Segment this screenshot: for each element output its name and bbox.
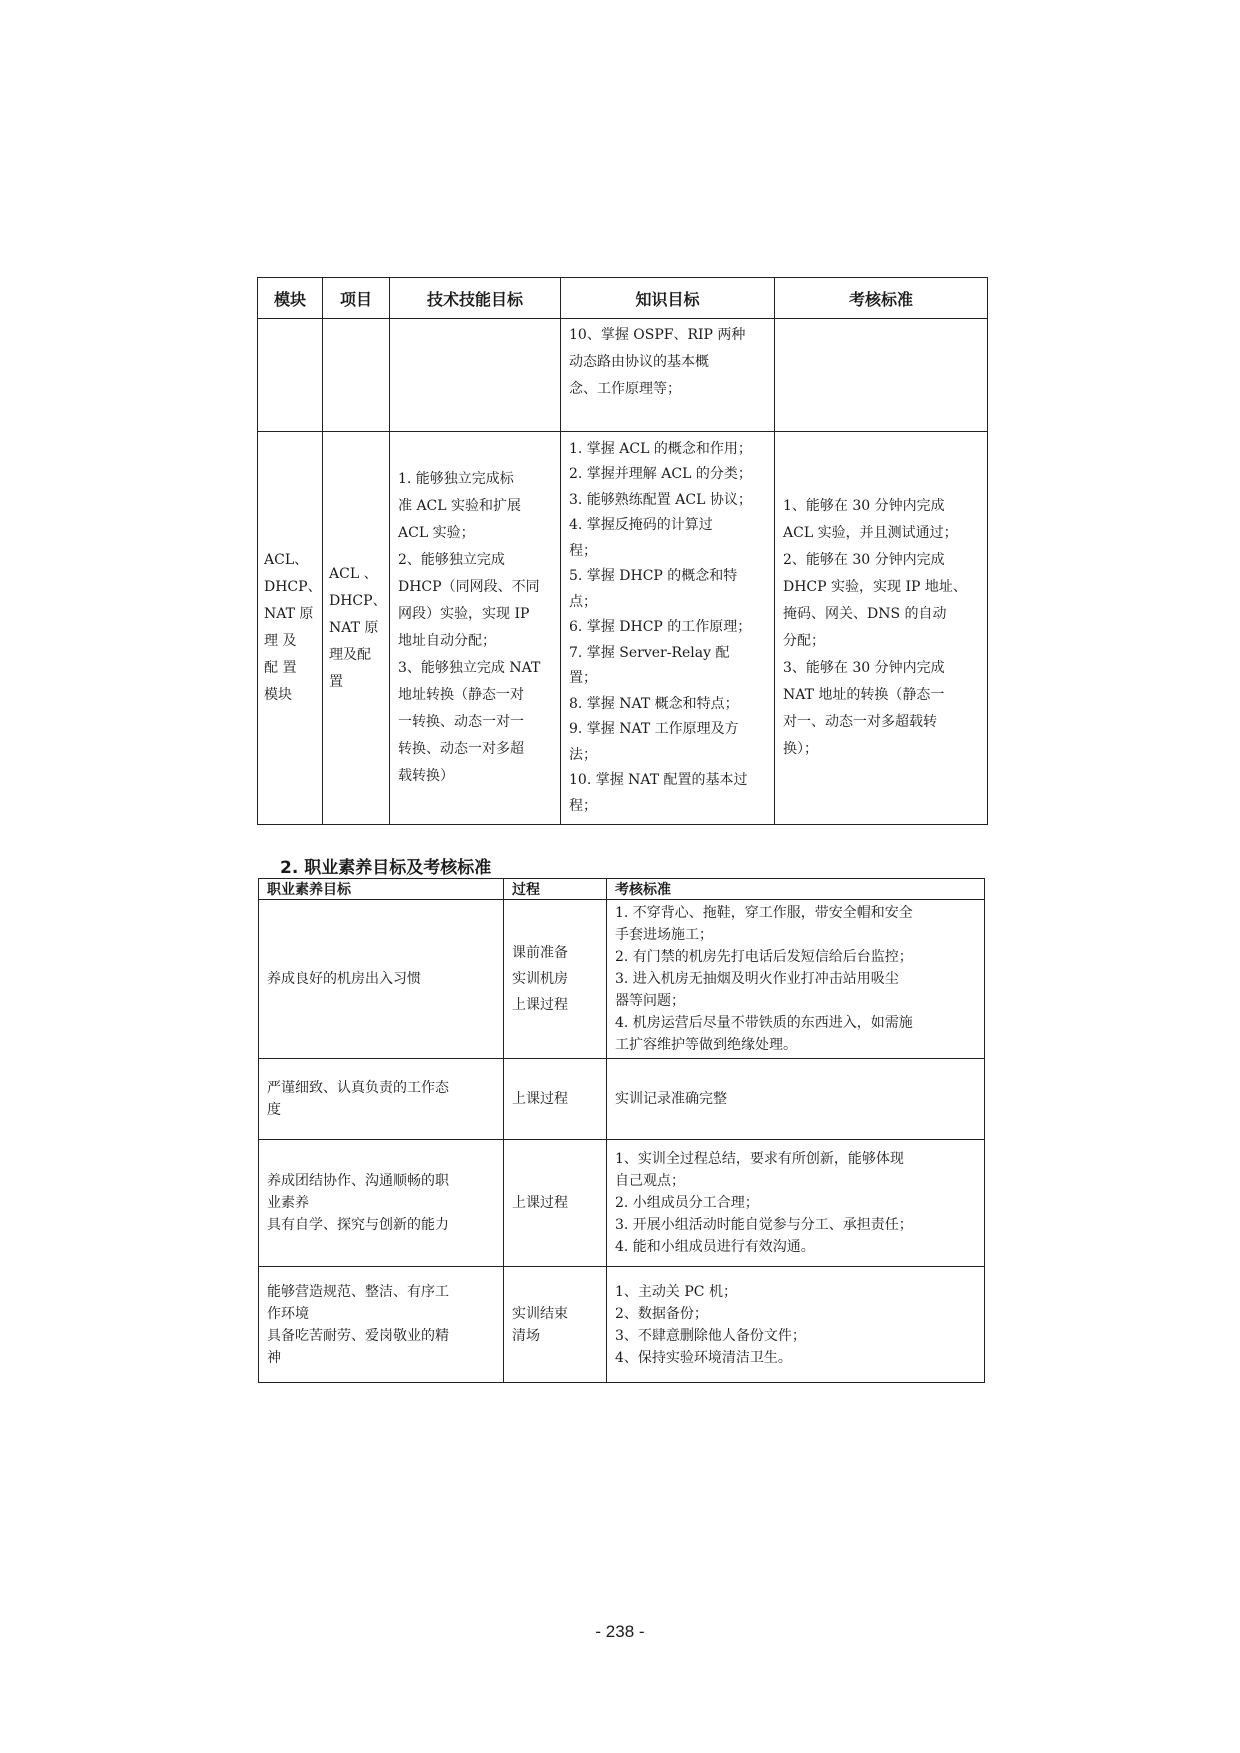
text-line: 养成团结协作、沟通顺畅的职 bbox=[267, 1173, 449, 1189]
text-line: 10、掌握 OSPF、RIP 两种 bbox=[569, 327, 746, 343]
page-number: - 238 - bbox=[595, 1622, 645, 1641]
text-line: 6. 掌握 DHCP 的工作原理； bbox=[569, 619, 752, 636]
header-knowledge-goal: 知识目标 bbox=[561, 278, 775, 319]
criteria-cell bbox=[607, 1267, 985, 1383]
goal-cell bbox=[259, 1059, 504, 1140]
table-row bbox=[259, 1059, 985, 1140]
table-row bbox=[258, 319, 988, 432]
text-line: 换）； bbox=[783, 741, 818, 757]
text-line: 3. 开展小组活动时能自觉参与分工、承担责任； bbox=[615, 1217, 913, 1233]
text-line: 上课过程 bbox=[512, 1091, 568, 1107]
text-line: 具备吃苦耐劳、爱岗敬业的精 bbox=[267, 1327, 449, 1344]
text-line: 上课过程 bbox=[512, 1195, 568, 1211]
goal-cell bbox=[259, 900, 504, 1059]
text-line: 1、主动关 PC 机； bbox=[615, 1283, 737, 1300]
text-line: ACL、 bbox=[264, 552, 309, 568]
text-line: DHCP、 bbox=[264, 579, 322, 595]
text-line: 程； bbox=[569, 797, 597, 814]
text-line: 动态路由协议的基本概 bbox=[569, 354, 709, 370]
table-row bbox=[259, 1267, 985, 1383]
text-line: 1. 掌握 ACL 的概念和作用； bbox=[569, 440, 752, 457]
text-line: 程； bbox=[569, 542, 597, 559]
table1-header-row bbox=[258, 278, 988, 319]
header-project: 项目 bbox=[323, 278, 390, 319]
text-line: 模块 bbox=[264, 687, 292, 703]
text-line: ACL 实验； bbox=[398, 525, 475, 541]
header-criteria: 考核标准 bbox=[607, 879, 985, 900]
text-line: 3、能够独立完成 NAT bbox=[398, 660, 541, 676]
header-module: 模块 bbox=[258, 278, 323, 319]
goal-cell bbox=[259, 1267, 504, 1383]
text-line: ACL 实验，并且测试通过； bbox=[783, 525, 958, 541]
text-line: 一转换、动态一对一 bbox=[398, 714, 524, 730]
table2-header-row bbox=[259, 879, 985, 900]
text-line: 工扩容维护等做到绝缘处理。 bbox=[615, 1037, 797, 1053]
text-line: 理及配 bbox=[329, 646, 371, 663]
text-line: 3. 进入机房无抽烟及明火作业打冲击站用吸尘 bbox=[615, 971, 899, 987]
text-line: 2、数据备份； bbox=[615, 1305, 708, 1322]
project-cell bbox=[323, 432, 390, 825]
text-line: 地址转换（静态一对 bbox=[398, 687, 524, 703]
text-line: DHCP 实验，实现 IP 地址、 bbox=[783, 579, 967, 595]
text-line: 2、能够独立完成 bbox=[398, 552, 505, 568]
text-line: 4. 能和小组成员进行有效沟通。 bbox=[615, 1239, 815, 1255]
goal-cell bbox=[259, 1140, 504, 1267]
process-cell bbox=[504, 1267, 607, 1383]
assessment-cell bbox=[775, 432, 988, 825]
header-skill-goal: 技术技能目标 bbox=[390, 278, 561, 319]
text-line: 理 及 bbox=[264, 633, 297, 649]
header-quality-goal: 职业素养目标 bbox=[259, 879, 504, 900]
text-line: 实训机房 bbox=[512, 971, 568, 987]
text-line: 实训结束 bbox=[512, 1305, 568, 1322]
project-cell bbox=[323, 319, 390, 432]
criteria-cell bbox=[607, 900, 985, 1059]
text-line: 养成良好的机房出入习惯 bbox=[267, 971, 421, 987]
text-line: 2. 小组成员分工合理； bbox=[615, 1195, 759, 1211]
text-line: 神 bbox=[267, 1349, 281, 1366]
text-line: 掩码、网关、DNS 的自动 bbox=[783, 606, 947, 622]
header-process: 过程 bbox=[504, 879, 607, 900]
text-line: 2、能够在 30 分钟内完成 bbox=[783, 552, 945, 568]
text-line: 实训记录准确完整 bbox=[615, 1091, 727, 1107]
skill-cell bbox=[390, 319, 561, 432]
text-line: 准 ACL 实验和扩展 bbox=[398, 498, 522, 514]
text-line: 10. 掌握 NAT 配置的基本过 bbox=[569, 772, 748, 789]
text-line: 分配； bbox=[783, 633, 825, 649]
text-line: NAT 原 bbox=[264, 606, 314, 622]
table-row bbox=[259, 900, 985, 1059]
text-line: 9. 掌握 NAT 工作原理及方 bbox=[569, 721, 739, 738]
table-row bbox=[259, 1140, 985, 1267]
header-assessment: 考核标准 bbox=[775, 278, 988, 319]
text-line: 课前准备 bbox=[512, 945, 568, 961]
text-line: 点； bbox=[569, 593, 597, 610]
text-line: 配 置 bbox=[264, 660, 297, 676]
text-line: 清场 bbox=[512, 1327, 540, 1344]
criteria-cell bbox=[607, 1140, 985, 1267]
text-line: 度 bbox=[267, 1102, 281, 1118]
text-line: 网段）实验，实现 IP bbox=[398, 606, 530, 622]
process-cell bbox=[504, 900, 607, 1059]
process-cell bbox=[504, 1140, 607, 1267]
text-line: 上课过程 bbox=[512, 997, 568, 1013]
text-line: 4. 掌握反掩码的计算过 bbox=[569, 517, 713, 534]
text-line: NAT 地址的转换（静态一 bbox=[783, 687, 945, 703]
text-line: 能够营造规范、整洁、有序工 bbox=[267, 1283, 449, 1300]
text-line: 转换、动态一对多超 bbox=[398, 741, 524, 757]
text-line: 自己观点； bbox=[615, 1173, 685, 1189]
text-line: 念、工作原理等； bbox=[569, 381, 681, 397]
table-row bbox=[258, 432, 988, 825]
module-cell bbox=[258, 319, 323, 432]
text-line: 载转换） bbox=[398, 768, 454, 784]
text-line: 5. 掌握 DHCP 的概念和特 bbox=[569, 568, 738, 585]
text-line: 地址自动分配； bbox=[398, 633, 496, 649]
text-line: 3、不肆意删除他人备份文件； bbox=[615, 1327, 806, 1344]
text-line: NAT 原 bbox=[329, 619, 379, 636]
text-line: 器等问题； bbox=[615, 993, 685, 1009]
text-line: 对一、动态一对多超载转 bbox=[783, 714, 937, 730]
text-line: 7. 掌握 Server-Relay 配 bbox=[569, 644, 730, 661]
text-line: 严谨细致、认真负责的工作态 bbox=[267, 1080, 449, 1096]
text-line: 业素养 bbox=[267, 1195, 309, 1211]
text-line: 置 bbox=[329, 673, 343, 690]
text-line: 1. 不穿背心、拖鞋，穿工作服，带安全帽和安全 bbox=[615, 905, 913, 921]
text-line: 2. 掌握并理解 ACL 的分类； bbox=[569, 466, 752, 483]
text-line: 1、实训全过程总结，要求有所创新，能够体现 bbox=[615, 1151, 904, 1167]
text-line: 具有自学、探究与创新的能力 bbox=[267, 1217, 449, 1233]
text-line: 置； bbox=[569, 670, 597, 687]
text-line: 作环境 bbox=[267, 1305, 309, 1322]
text-line: 1、能够在 30 分钟内完成 bbox=[783, 498, 945, 514]
text-line: 8. 掌握 NAT 概念和特点； bbox=[569, 695, 739, 712]
criteria-cell bbox=[607, 1059, 985, 1140]
text-line: 3. 能够熟练配置 ACL 协议； bbox=[569, 491, 752, 508]
assessment-cell bbox=[775, 319, 988, 432]
text-line: 3、能够在 30 分钟内完成 bbox=[783, 660, 945, 676]
knowledge-cell bbox=[561, 432, 775, 825]
text-line: 法； bbox=[569, 746, 597, 763]
text-line: 2. 有门禁的机房先打电话后发短信给后台监控； bbox=[615, 949, 913, 965]
section-title: 2. 职业素养目标及考核标准 bbox=[280, 858, 492, 878]
text-line: ACL 、 bbox=[329, 565, 378, 582]
knowledge-cell bbox=[561, 319, 775, 432]
text-line: DHCP（同网段、不同 bbox=[398, 579, 540, 595]
skill-cell bbox=[390, 432, 561, 825]
text-line: 4、保持实验环境清洁卫生。 bbox=[615, 1349, 792, 1366]
module-cell bbox=[258, 432, 323, 825]
text-line: 1. 能够独立完成标 bbox=[398, 471, 514, 487]
module-objectives-table bbox=[257, 277, 988, 825]
text-line: 4. 机房运营后尽量不带铁质的东西进入，如需施 bbox=[615, 1015, 913, 1031]
text-line: 手套进场施工； bbox=[615, 927, 713, 943]
text-line: DHCP、 bbox=[329, 592, 387, 609]
process-cell bbox=[504, 1059, 607, 1140]
professional-quality-table bbox=[258, 878, 985, 1383]
